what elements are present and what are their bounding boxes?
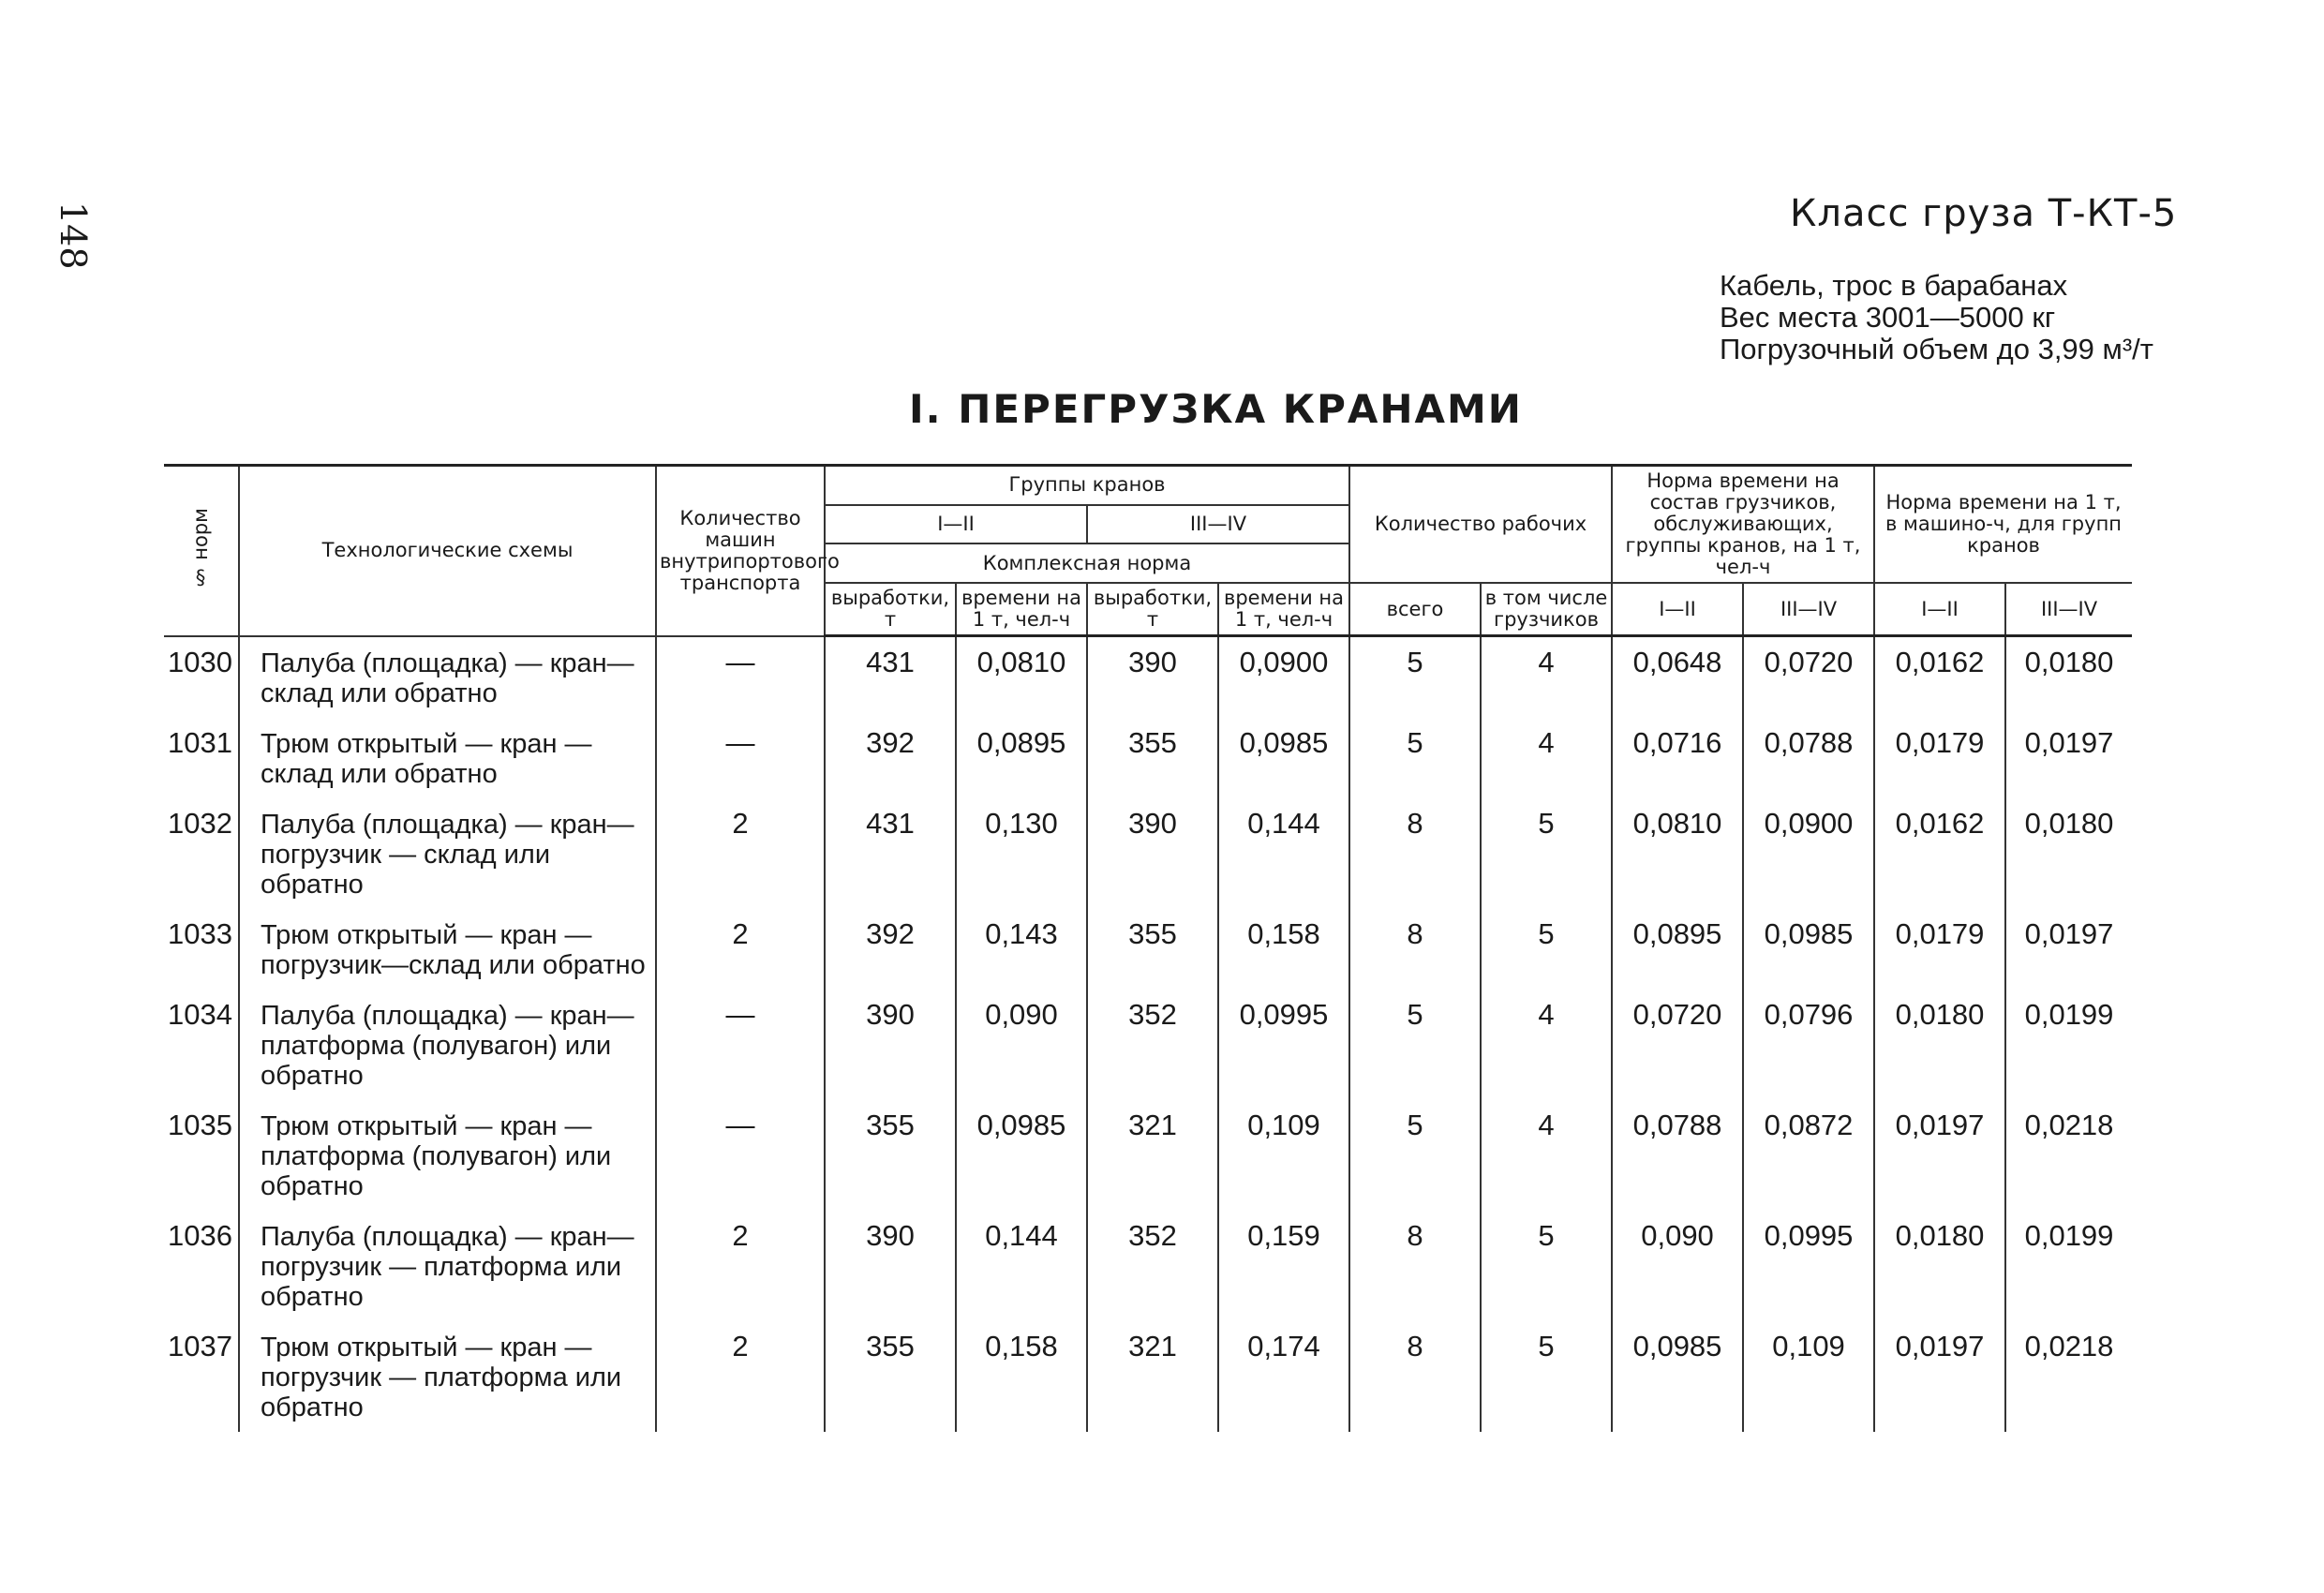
workers-total-cell: 5 (1349, 718, 1481, 798)
output-3-4-cell: 321 (1087, 1100, 1218, 1211)
loaders-cell: 4 (1481, 636, 1612, 718)
machine-1-2-cell: 0,0179 (1874, 909, 2005, 990)
table-row (164, 718, 2132, 798)
machine-3-4-cell: 0,0199 (2005, 1211, 2132, 1321)
time-3-4-cell: 0,158 (1218, 909, 1349, 990)
time-3-4-cell: 0,0985 (1218, 718, 1349, 798)
header-loaders: в том числе грузчиков (1481, 583, 1612, 636)
workers-total-cell: 8 (1349, 798, 1481, 909)
machines-cell: — (656, 990, 825, 1100)
output-1-2-cell: 355 (825, 1100, 956, 1211)
header-output-3-4: выработки, т (1087, 583, 1218, 636)
norm-number: 1032 (168, 806, 232, 840)
header-crew-1-2: I—II (1612, 583, 1743, 636)
crew-3-4-cell: 0,109 (1743, 1321, 1874, 1432)
output-1-2-cell: 392 (825, 718, 956, 798)
time-1-2-cell: 0,143 (956, 909, 1087, 990)
loaders-cell: 5 (1481, 1321, 1612, 1432)
machine-3-4-cell: 0,0180 (2005, 798, 2132, 909)
loaders-cell: 4 (1481, 718, 1612, 798)
output-1-2-cell: 390 (825, 990, 956, 1100)
workers-total-cell: 5 (1349, 1100, 1481, 1211)
crew-1-2-cell: 0,0716 (1612, 718, 1743, 798)
output-3-4-cell: 352 (1087, 990, 1218, 1100)
scheme-cell: Палуба (площадка) — кран— погрузчик — платформа или обратно (239, 1211, 656, 1321)
time-3-4-cell: 0,109 (1218, 1100, 1349, 1211)
norm-number: 1030 (168, 645, 232, 678)
norm-number: 1031 (168, 725, 232, 759)
scheme-cell: Трюм открытый — кран — склад или обратно (239, 718, 656, 798)
machine-1-2-cell: 0,0180 (1874, 1211, 2005, 1321)
norm-number: 1036 (168, 1218, 232, 1252)
machine-1-2-cell: 0,0197 (1874, 1321, 2005, 1432)
loaders-cell: 4 (1481, 1100, 1612, 1211)
header-output-1-2: выработки, т (825, 583, 956, 636)
cargo-description (1720, 270, 2153, 365)
machine-3-4-cell: 0,0197 (2005, 909, 2132, 990)
loaders-cell: 5 (1481, 909, 1612, 990)
header-schemes: Технологические схемы (239, 466, 656, 636)
output-1-2-cell: 431 (825, 636, 956, 718)
scheme-cell: Трюм открытый — кран — погрузчик — платформа или обратно (239, 1321, 656, 1432)
crew-3-4-cell: 0,0985 (1743, 909, 1874, 990)
scheme-cell: Трюм открытый — кран — платформа (полувагон) или обратно (239, 1100, 656, 1211)
crew-1-2-cell: 0,0985 (1612, 1321, 1743, 1432)
crew-3-4-cell: 0,0900 (1743, 798, 1874, 909)
workers-total-cell: 8 (1349, 909, 1481, 990)
machines-cell: 2 (656, 798, 825, 909)
header-crew-3-4: III—IV (1743, 583, 1874, 636)
workers-total-cell: 8 (1349, 1321, 1481, 1432)
loaders-cell: 5 (1481, 798, 1612, 909)
header-group-3-4: III—IV (1087, 505, 1349, 544)
output-3-4-cell: 355 (1087, 718, 1218, 798)
time-1-2-cell: 0,0985 (956, 1100, 1087, 1211)
table-row (164, 909, 2132, 990)
time-1-2-cell: 0,130 (956, 798, 1087, 909)
output-3-4-cell: 352 (1087, 1211, 1218, 1321)
time-3-4-cell: 0,159 (1218, 1211, 1349, 1321)
output-3-4-cell: 390 (1087, 636, 1218, 718)
workers-total-cell: 5 (1349, 636, 1481, 718)
machine-1-2-cell: 0,0197 (1874, 1100, 2005, 1211)
header-group-1-2: I—II (825, 505, 1087, 544)
output-1-2-cell: 355 (825, 1321, 956, 1432)
machine-1-2-cell: 0,0179 (1874, 718, 2005, 798)
crew-1-2-cell: 0,090 (1612, 1211, 1743, 1321)
time-1-2-cell: 0,158 (956, 1321, 1087, 1432)
time-3-4-cell: 0,174 (1218, 1321, 1349, 1432)
header-time-3-4: времени на 1 т, чел-ч (1218, 583, 1349, 636)
crew-1-2-cell: 0,0720 (1612, 990, 1743, 1100)
scheme-cell: Палуба (площадка) — кран— склад или обратно (239, 636, 656, 718)
norm-number: 1037 (168, 1329, 232, 1362)
machines-cell: 2 (656, 909, 825, 990)
loaders-cell: 5 (1481, 1211, 1612, 1321)
header-crew-norm: Норма времени на состав грузчиков, обслуживающих, группы кранов, на 1 т, чел-ч (1612, 466, 1874, 584)
header-complex-norm: Комплексная норма (825, 543, 1349, 583)
table-row (164, 636, 2132, 718)
output-1-2-cell: 431 (825, 798, 956, 909)
scheme-cell: Палуба (площадка) — кран— погрузчик — склад или обратно (239, 798, 656, 909)
description-line: Вес места 3001—5000 кг (1720, 301, 2056, 334)
time-3-4-cell: 0,0900 (1218, 636, 1349, 718)
header-time-1-2: времени на 1 т, чел-ч (956, 583, 1087, 636)
time-1-2-cell: 0,0810 (956, 636, 1087, 718)
scheme-cell: Палуба (площадка) — кран— платформа (полувагон) или обратно (239, 990, 656, 1100)
time-3-4-cell: 0,144 (1218, 798, 1349, 909)
output-3-4-cell: 390 (1087, 798, 1218, 909)
time-3-4-cell: 0,0995 (1218, 990, 1349, 1100)
header-machine-norm: Норма времени на 1 т, в машино-ч, для групп кранов (1874, 466, 2132, 584)
crew-3-4-cell: 0,0796 (1743, 990, 1874, 1100)
crew-1-2-cell: 0,0810 (1612, 798, 1743, 909)
machines-cell: 2 (656, 1211, 825, 1321)
table-row (164, 798, 2132, 909)
table-row (164, 990, 2132, 1100)
output-3-4-cell: 321 (1087, 1321, 1218, 1432)
output-3-4-cell: 355 (1087, 909, 1218, 990)
machine-3-4-cell: 0,0180 (2005, 636, 2132, 718)
norm-number: 1035 (168, 1108, 232, 1141)
crew-1-2-cell: 0,0648 (1612, 636, 1743, 718)
crew-3-4-cell: 0,0872 (1743, 1100, 1874, 1211)
header-machine-1-2: I—II (1874, 583, 2005, 636)
header-crane-groups: Группы кранов (825, 466, 1349, 505)
output-1-2-cell: 390 (825, 1211, 956, 1321)
machines-cell: 2 (656, 1321, 825, 1432)
time-1-2-cell: 0,0895 (956, 718, 1087, 798)
machine-1-2-cell: 0,0162 (1874, 798, 2005, 909)
header-machine-3-4: III—IV (2005, 583, 2132, 636)
header-workers: Количество рабочих (1349, 466, 1612, 584)
machine-3-4-cell: 0,0218 (2005, 1321, 2132, 1432)
crew-1-2-cell: 0,0895 (1612, 909, 1743, 990)
header-machines: Количество машин внутрипортового транспорта (656, 466, 825, 636)
table-row (164, 1211, 2132, 1321)
scheme-cell: Трюм открытый — кран — погрузчик—склад или обратно (239, 909, 656, 990)
crew-3-4-cell: 0,0720 (1743, 636, 1874, 718)
norms-table (164, 464, 2132, 1432)
machines-cell: — (656, 1100, 825, 1211)
cargo-class-title: Класс груза Т-КТ-5 (1790, 192, 2178, 235)
description-line: Погрузочный объем до 3,99 м³/т (1720, 333, 2153, 365)
norm-number: 1033 (168, 916, 232, 950)
table-row (164, 1100, 2132, 1211)
workers-total-cell: 5 (1349, 990, 1481, 1100)
machines-cell: — (656, 636, 825, 718)
norm-number: 1034 (168, 997, 232, 1031)
machine-3-4-cell: 0,0199 (2005, 990, 2132, 1100)
machine-3-4-cell: 0,0218 (2005, 1100, 2132, 1211)
workers-total-cell: 8 (1349, 1211, 1481, 1321)
page-number: 148 (52, 201, 94, 270)
description-line: Кабель, трос в барабанах (1720, 269, 2068, 302)
crew-1-2-cell: 0,0788 (1612, 1100, 1743, 1211)
machine-1-2-cell: 0,0162 (1874, 636, 2005, 718)
machine-1-2-cell: 0,0180 (1874, 990, 2005, 1100)
header-total-workers: всего (1349, 583, 1481, 636)
table-row (164, 1321, 2132, 1432)
crew-3-4-cell: 0,0788 (1743, 718, 1874, 798)
output-1-2-cell: 392 (825, 909, 956, 990)
machines-cell: — (656, 718, 825, 798)
header-norm-no: § норм (164, 466, 239, 636)
time-1-2-cell: 0,090 (956, 990, 1087, 1100)
crew-3-4-cell: 0,0995 (1743, 1211, 1874, 1321)
section-title: I. ПЕРЕГРУЗКА КРАНАМИ (909, 386, 1523, 432)
machine-3-4-cell: 0,0197 (2005, 718, 2132, 798)
loaders-cell: 4 (1481, 990, 1612, 1100)
time-1-2-cell: 0,144 (956, 1211, 1087, 1321)
